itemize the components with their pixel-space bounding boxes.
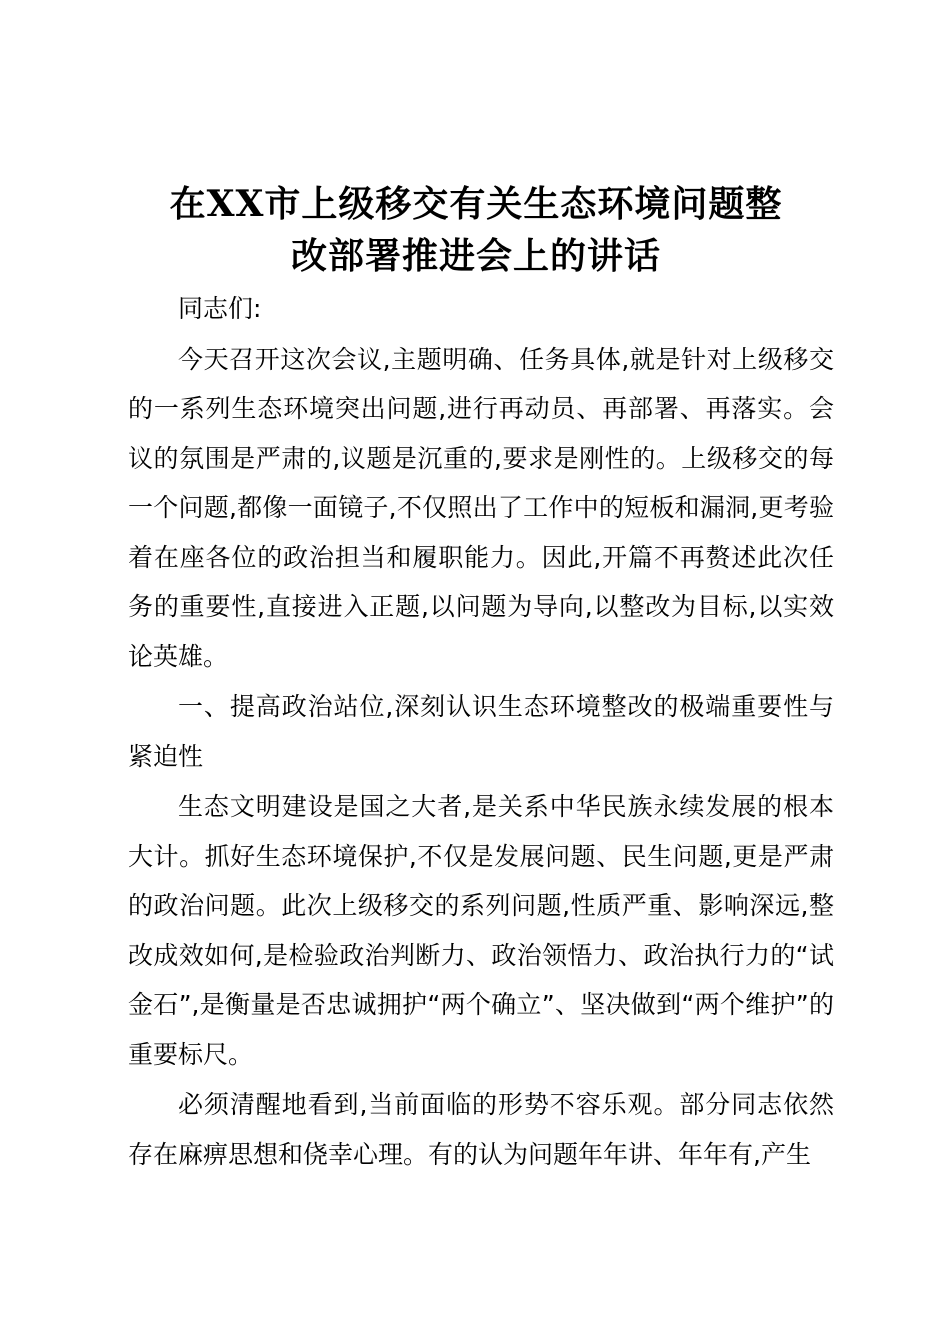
salutation: 同志们: bbox=[178, 294, 262, 323]
section-heading-1: 一、提高政治站位,深刻认识生态环境整改的极端重要性与紧迫性 bbox=[128, 692, 834, 771]
document-body bbox=[128, 284, 834, 1180]
document-title bbox=[120, 178, 832, 282]
paragraph-section-1-b: 必须清醒地看到,当前面临的形势不容乐观。部分同志依然存在麻痹思想和侥幸心理。有的认为问题年年讲、年年有,产生 bbox=[128, 1090, 834, 1169]
title-line-1: 在XX市上级移交有关生态环境问题整 bbox=[169, 183, 783, 225]
paragraph-intro: 今天召开这次会议,主题明确、任务具体,就是针对上级移交的一系列生态环境突出问题,进行再动员、再部署、再落实。会议的氛围是严肃的,议题是沉重的,要求是刚性的。上级移交的每一个问题,都像一面镜子,不仅照出了工作中的短板和漏洞,更考验着在座各位的政治担当和履职能力。因此,开篇不再赘述此次任务的重要性,直接进入正题,以问题为导向,以整改为目标,以实效论英雄。 bbox=[128, 344, 834, 671]
paragraph-section-1-a: 生态文明建设是国之大者,是关系中华民族永续发展的根本大计。抓好生态环境保护,不仅是发展问题、民生问题,更是严肃的政治问题。此次上级移交的系列问题,性质严重、影响深远,整改成效如何,是检验政治判断力、政治领悟力、政治执行力的“试金石”,是衡量是否忠诚拥护“两个确立”、坚决做到“两个维护”的重要标尺。 bbox=[128, 792, 834, 1069]
title-line-2: 改部署推进会上的讲话 bbox=[290, 235, 661, 277]
